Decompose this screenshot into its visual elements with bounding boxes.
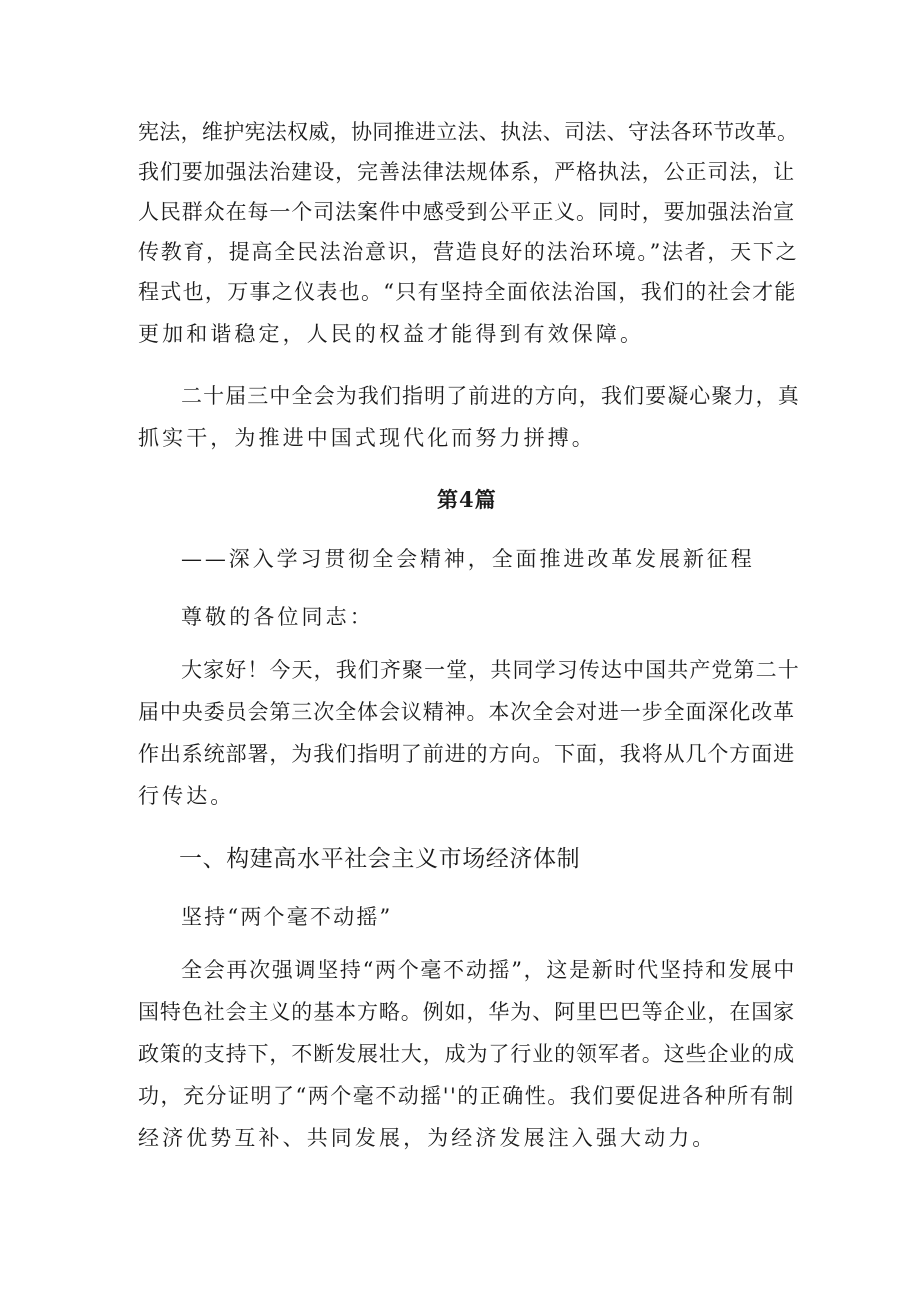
text-line: 我们要加强法治建设，完善法律法规体系，严格执法，公正司法，让 [138, 160, 795, 184]
text-line: 全会再次强调坚持“两个毫不动摇”，这是新时代坚持和发展中 [181, 958, 797, 982]
text-line: 行传达。 [138, 784, 235, 808]
article-title: 第4篇 [437, 487, 497, 512]
subsection-heading: 坚持“两个毫不动摇” [181, 905, 393, 929]
text-line: 政策的支持下，不断发展壮大，成为了行业的领军者。这些企业的成 [138, 1042, 795, 1066]
text-line: 国特色社会主义的基本方略。例如，华为、阿里巴巴等企业，在国家 [138, 1000, 795, 1024]
text-line: 大家好！今天，我们齐聚一堂，共同学习传达中国共产党第二十 [181, 658, 800, 682]
text-line: 宪法，维护宪法权威，协同推进立法、执法、司法、守法各环节改革。 [138, 120, 799, 144]
text-line: 二十届三中全会为我们指明了前进的方向，我们要凝心聚力，真 [181, 384, 800, 408]
subtitle: ——深入学习贯彻全会精神，全面推进改革发展新征程 [181, 547, 755, 571]
text-line: 抓实干，为推进中国式现代化而努力拼搏。 [138, 426, 596, 450]
text-line: 程式也，万事之仪表也。“只有坚持全面依法治国，我们的社会才能 [138, 280, 797, 304]
text-line: 功，充分证明了“两个毫不动摇''的正确性。我们要促进各种所有制 [138, 1084, 795, 1108]
text-line: 届中央委员会第三次全体会议精神。本次全会对进一步全面深化改革 [138, 700, 795, 724]
text-line: 人民群众在每一个司法案件中感受到公平正义。同时，要加强法治宣 [138, 200, 795, 224]
salutation: 尊敬的各位同志： [181, 605, 374, 629]
section-heading: 一、构建高水平社会主义市场经济体制 [179, 846, 581, 872]
text-line: 经济优势互补、共同发展，为经济发展注入强大动力。 [138, 1126, 717, 1150]
text-line: 作出系统部署，为我们指明了前进的方向。下面，我将从几个方面进 [138, 742, 795, 766]
text-line: 传教育，提高全民法治意识，营造良好的法治环境。”法者，天下之 [138, 240, 799, 264]
text-line: 更加和谐稳定，人民的权益才能得到有效保障。 [138, 322, 645, 346]
